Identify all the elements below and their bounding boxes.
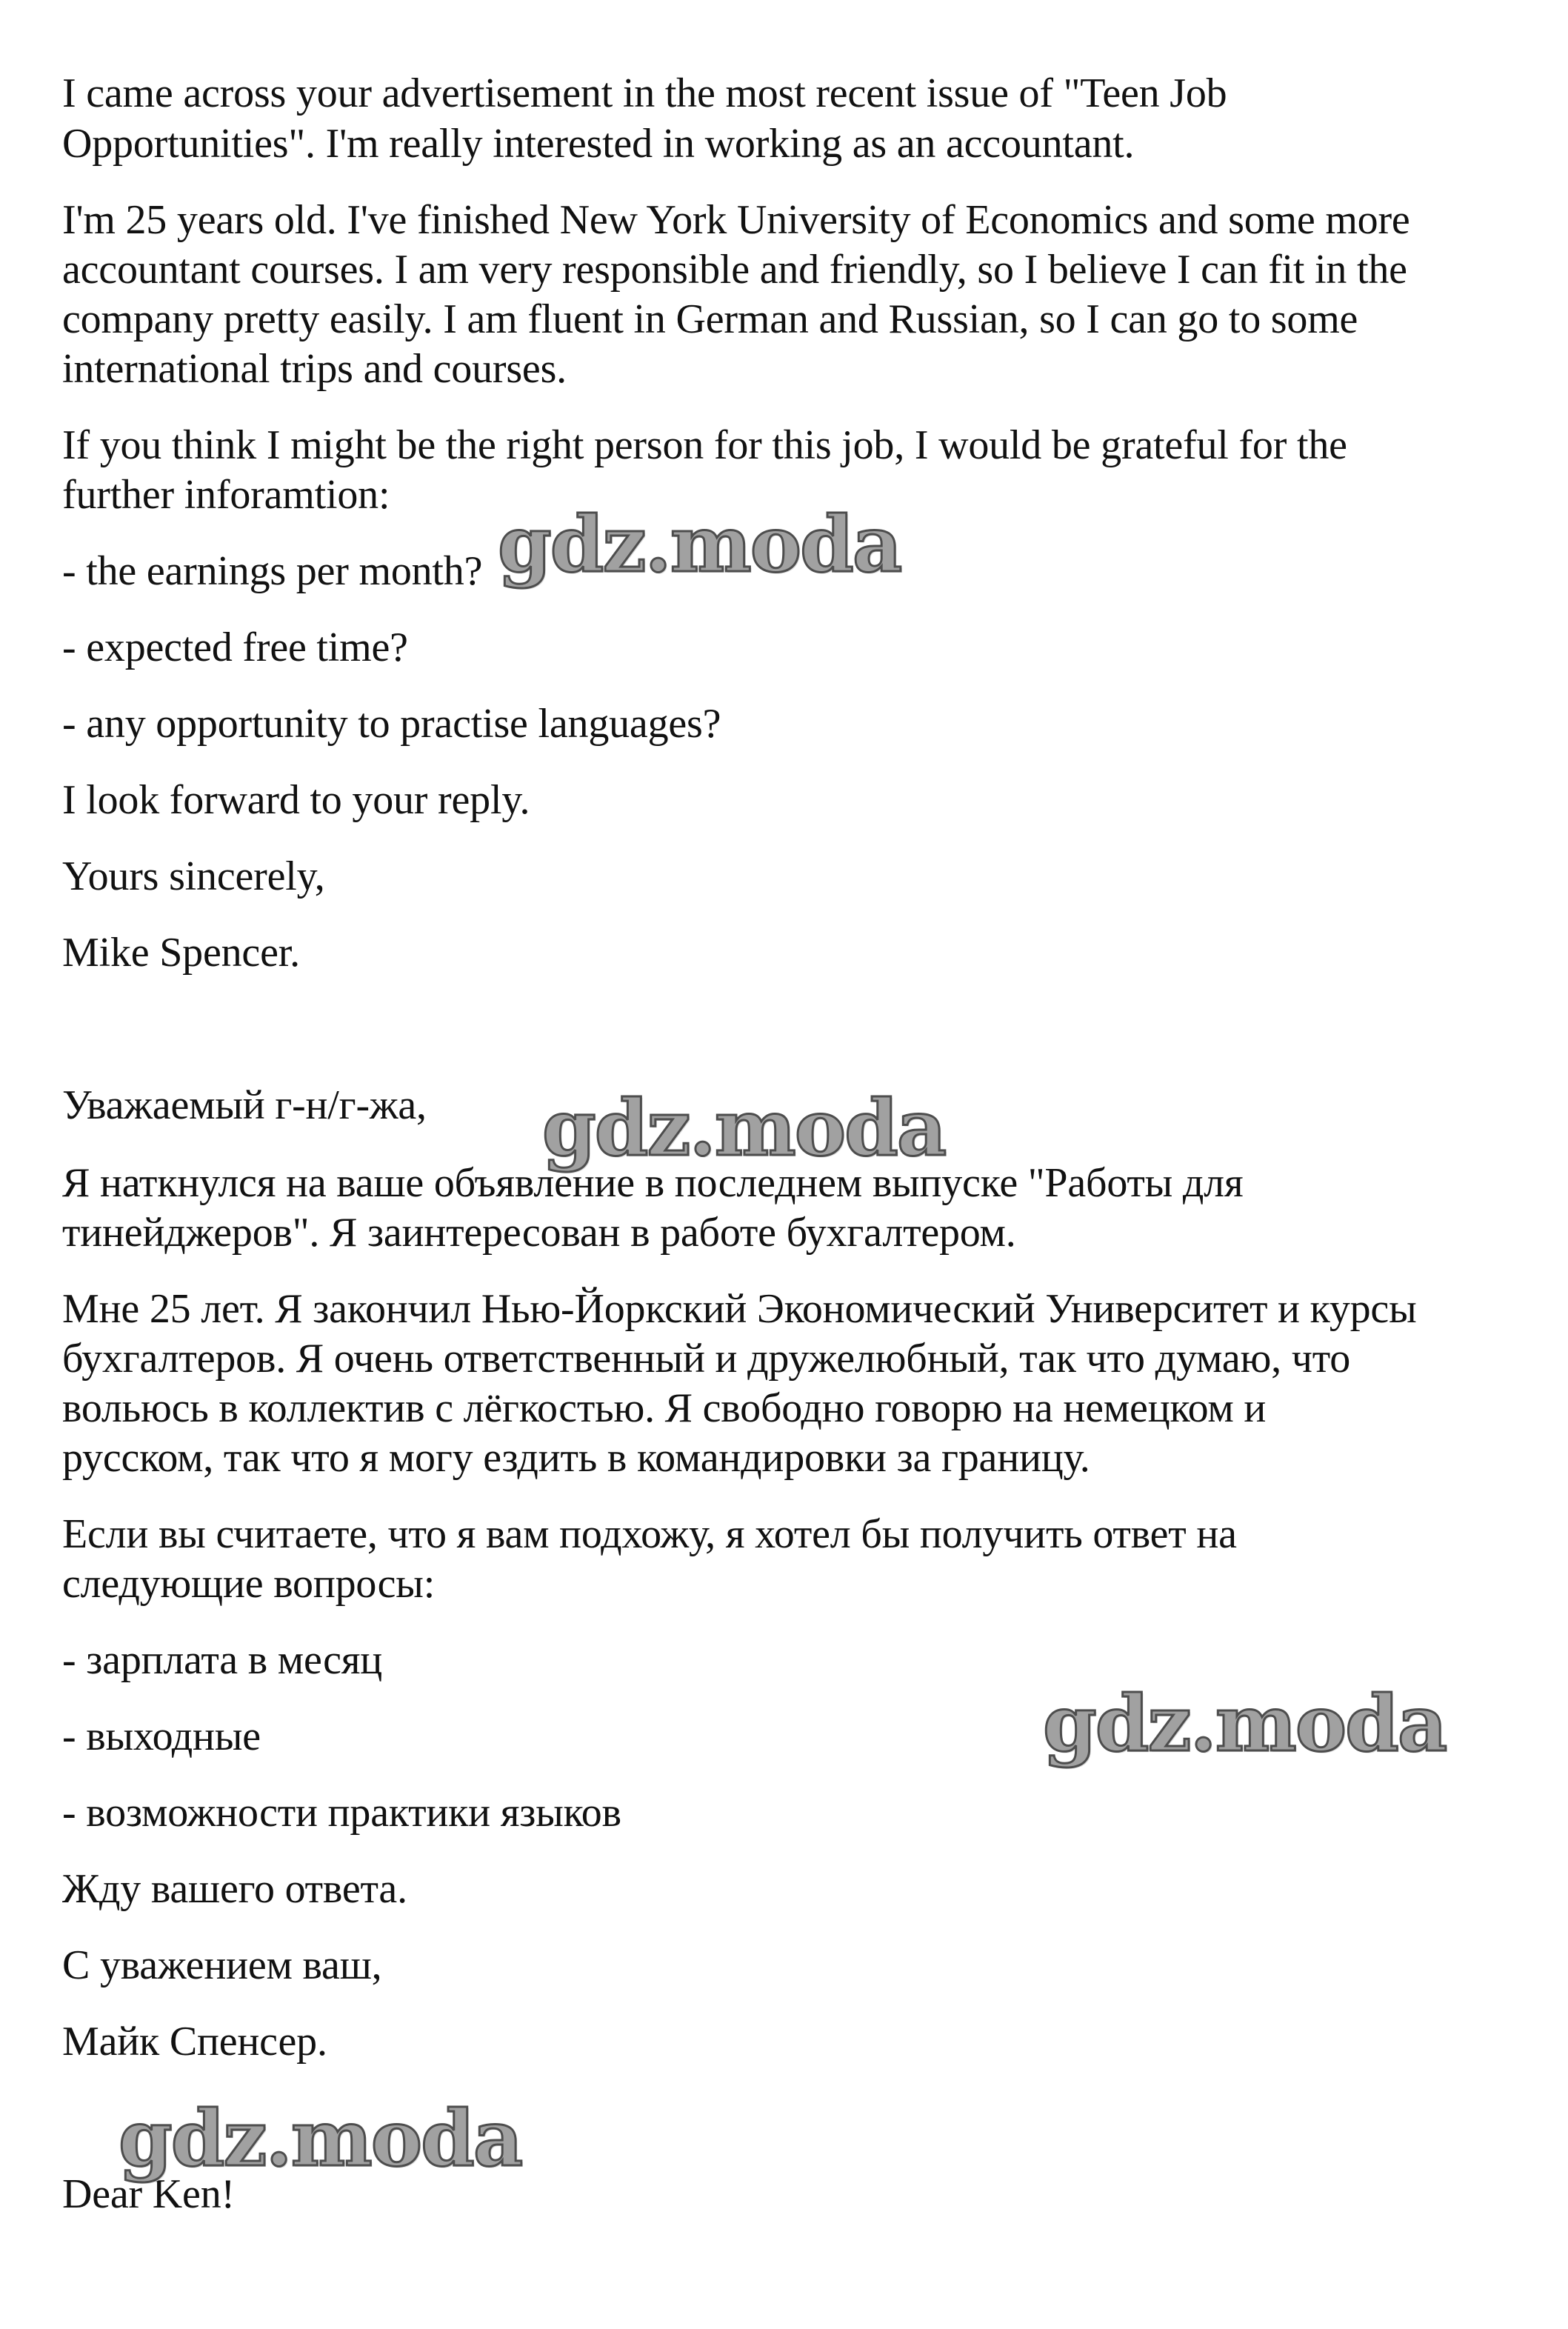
russian-signature: Майк Спенсер. [62, 2019, 327, 2065]
english-para2-line2: accountant courses. I am very responsible and friendly, so I believe I can fit in the [62, 247, 1407, 293]
russian-question-salary: - зарплата в месяц [62, 1637, 383, 1683]
russian-para1-line1: Я наткнулся на ваше объявление в последнем выпуске "Работы для [62, 1160, 1244, 1206]
english-para3-line1: If you think I might be the right person for this job, I would be grateful for the [62, 422, 1347, 468]
english-signoff: Yours sincerely, [62, 853, 325, 899]
russian-signoff: С уважением ваш, [62, 1942, 382, 1988]
english-closing: I look forward to your reply. [62, 777, 530, 823]
russian-para1-line2: тинейджеров". Я заинтересован в работе бухгалтером. [62, 1210, 1016, 1256]
russian-para2-line3: вольюсь в коллектив с лёгкостью. Я свободно говорю на немецком и [62, 1385, 1267, 1431]
english-para2-line1: I'm 25 years old. I've finished New York University of Economics and some more [62, 197, 1410, 243]
watermark-logo: gdz.moda [498, 499, 901, 590]
next-letter-greeting: Dear Ken! [62, 2171, 235, 2217]
english-para1-line2: Opportunities". I'm really interested in working as an accountant. [62, 121, 1135, 167]
russian-para2-line1: Мне 25 лет. Я закончил Нью-Йоркский Экономический Университет и курсы [62, 1286, 1417, 1332]
english-question-free-time: - expected free time? [62, 624, 408, 670]
russian-para3-line2: следующие вопросы: [62, 1561, 436, 1607]
english-signature: Mike Spencer. [62, 930, 300, 976]
english-para3-line2: further inforamtion: [62, 472, 390, 518]
russian-closing: Жду вашего ответа. [62, 1866, 407, 1912]
watermark-logo: gdz.moda [119, 2093, 522, 2184]
russian-para2-line4: русском, так что я могу ездить в командировки за границу. [62, 1435, 1090, 1481]
russian-greeting: Уважаемый г-н/г-жа, [62, 1082, 427, 1128]
english-question-earnings: - the earnings per month? [62, 548, 483, 594]
english-question-languages: - any opportunity to practise languages? [62, 701, 721, 747]
watermark-logo: gdz.moda [1043, 1678, 1447, 1769]
watermark-logo: gdz.moda [542, 1082, 946, 1173]
russian-para2-line2: бухгалтеров. Я очень ответственный и дружелюбный, так что думаю, что [62, 1336, 1351, 1382]
english-para2-line4: international trips and courses. [62, 346, 567, 392]
russian-question-days-off: - выходные [62, 1713, 261, 1759]
english-para1-line1: I came across your advertisement in the most recent issue of "Teen Job [62, 70, 1227, 116]
english-para2-line3: company pretty easily. I am fluent in German and Russian, so I can go to some [62, 296, 1358, 342]
russian-para3-line1: Если вы считаете, что я вам подхожу, я хотел бы получить ответ на [62, 1511, 1237, 1557]
russian-question-languages: - возможности практики языков [62, 1790, 621, 1836]
